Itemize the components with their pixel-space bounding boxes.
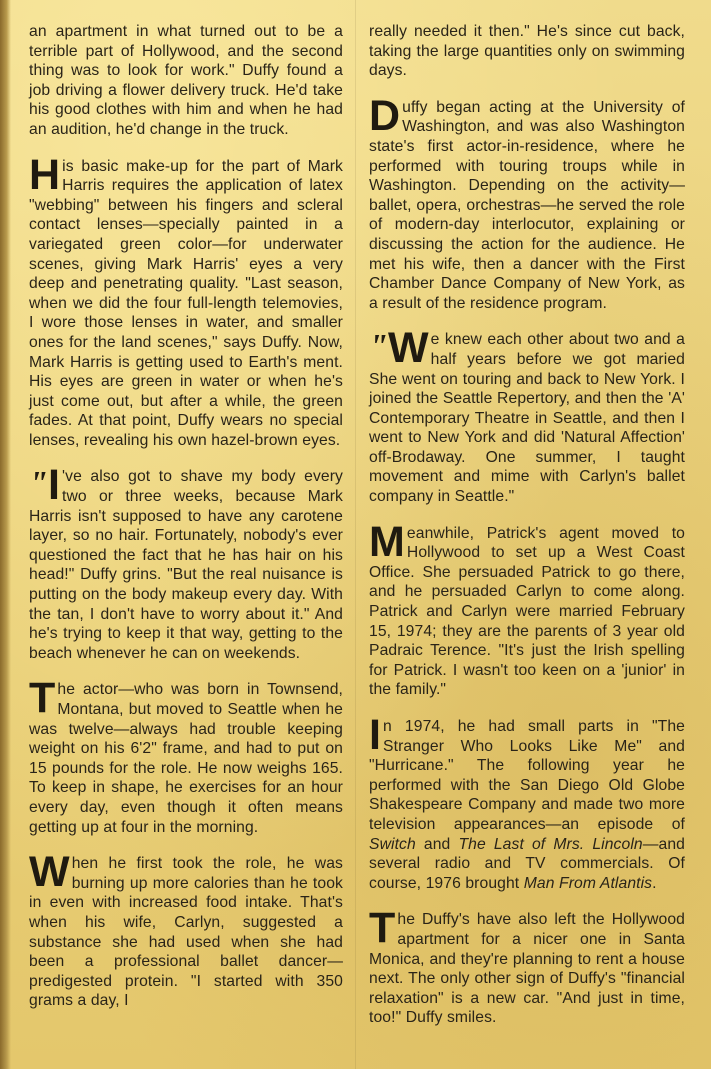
show-title: Switch [369,835,416,853]
show-title: The Last of Mrs. Lincoln [458,835,643,853]
paragraph-text: e knew each other about two and a half years before we got maried She went on touring and back to New York. I joined the Seattle Repertory, and then the 'A' Contemporary Theatre in Seattle, and then I went to New York and did 'Natural Affection' off-Brodaway. One summer, I taught movement and mime with Carlyn's ballet company in Seattle." [369,331,685,506]
paragraph-apartment [29,22,343,140]
paragraph-shave [29,461,343,663]
paragraph-text: and [415,835,459,853]
right-column [369,22,685,1045]
paragraph-acting-career [369,91,685,314]
show-title: Man From Atlantis [523,874,653,892]
drop-cap: W [387,324,429,373]
drop-cap: D [369,91,401,140]
paragraph-tv-roles [369,711,685,893]
paragraph-text: —and several radio and TV commercials. Of course, 1976 brought [369,835,685,892]
paragraph-text: uffy began acting at the University of Washington, and was also Washington state's first actor-in-residence, where he performed with touring troups while in Washington. Depending on the activity—ballet, opera, orchestras—he served the role of modern-day interlocutor, explaining or discussing the action for the audience. He met his wife, then a dancer with the First Chamber Dance Company of New York, as a result of the residence program. [369,98,685,312]
paragraph-calories [29,848,343,1011]
paragraph-text: hen he first took the role, he was burning up more calories than he took in even with increased food intake. That's when his wife, Carlyn, suggested a substance she had used when she had been a professional ballet dancer—predigested protein. "I started with 350 grams a day, I [29,855,343,1010]
paragraph-makeup [29,150,343,451]
paragraph-swimming [369,22,685,81]
paragraph-marriage [369,324,685,506]
paragraph-text: he Duffy's have also left the Hollywood apartment for a nicer one in Santa Monica, and they're planning to rent a house next. The only other sign of Duffy's "financial relaxation" is a new car. "And just in time, too!" Duffy smiles. [369,911,685,1027]
drop-cap: W [29,848,70,897]
paragraph-text: n 1974, he had small parts in "The Stranger Who Looks Like Me" and "Hurricane." The following year he performed with the San Diego Old Globe Shakespeare Company and made two more television appearances—an episode of [369,718,685,833]
paragraph-text: is basic make-up for the part of Mark Harris requires the application of latex "webbing" between his fingers and scleral contact lenses—specially painted in a variegated green color—for underwater scenes, giving Mark Harris' eyes a very deep and penetrating quality. "Last season, when we did the four full-length telemovies, I wore those lenses in water, and smaller ones for the land scenes," says Duffy. Now, Mark Harris is getting used to Earth's ment. His eyes are green in water or when he's just come out, but after a while, the green fades. At that point, Duffy wears no special lenses, revealing his own hazel-brown eyes. [29,157,343,449]
drop-cap: H [29,150,61,199]
paragraph-hollywood-move [369,517,685,700]
open-quote-mark: " [369,328,388,366]
drop-cap: I [369,711,382,759]
drop-cap: I [47,461,61,510]
paragraph-text: an apartment in what turned out to be a terrible part of Hollywood, and the second thing was to look for work." Duffy found a job driving a flower delivery truck. He'd take his good clothes with him and when he had an audition, he'd change in the truck. [29,23,343,138]
paragraph-text: really needed it then." He's since cut back, taking the large quantities only on swimming days. [369,23,685,80]
drop-cap: M [369,517,405,566]
open-quote-mark: " [29,465,48,503]
paragraph-text: eanwhile, Patrick's agent moved to Hollywood to set up a West Coast Office. She persuaded Patrick to go there, and he persuaded Carlyn to come along. Patrick and Carlyn were married February 15, 1974; they are the parents of 3 year old Padraic Terence. "It's just the Irish spelling for Patrick. I wasn't too keen on a 'junior' in the family." [369,524,685,699]
drop-cap: T [369,904,396,953]
paragraph-text: 've also got to shave my body every two or three weeks, because Mark Harris isn't supposed to have any carotene layer, so no hair. Fortunately, nobody's ever questioned the fact that he has hair on his head!" Duffy grins. "But the real nuisance is putting on the body makeup every day. With the tan, I don't have to worry about it." And he's trying to keep it that way, getting to the beach whenever he can on weekends. [29,468,343,662]
paragraph-text: he actor—who was born in Townsend, Montana, but moved to Seattle when he was twelve—always had trouble keeping weight on his 6'2" frame, and had to put on 15 pounds for the role. He now weighs 165. To keep in shape, he exercises for an hour every day, even though it often means getting up at four in the morning. [29,681,343,836]
column-divider [355,0,356,1069]
drop-cap: T [29,674,56,723]
paragraph-santa-monica [369,904,685,1028]
page-binding-edge [0,0,11,1069]
left-column [29,22,343,1028]
paragraph-actor-bio [29,674,343,837]
paragraph-text: . [652,874,657,892]
